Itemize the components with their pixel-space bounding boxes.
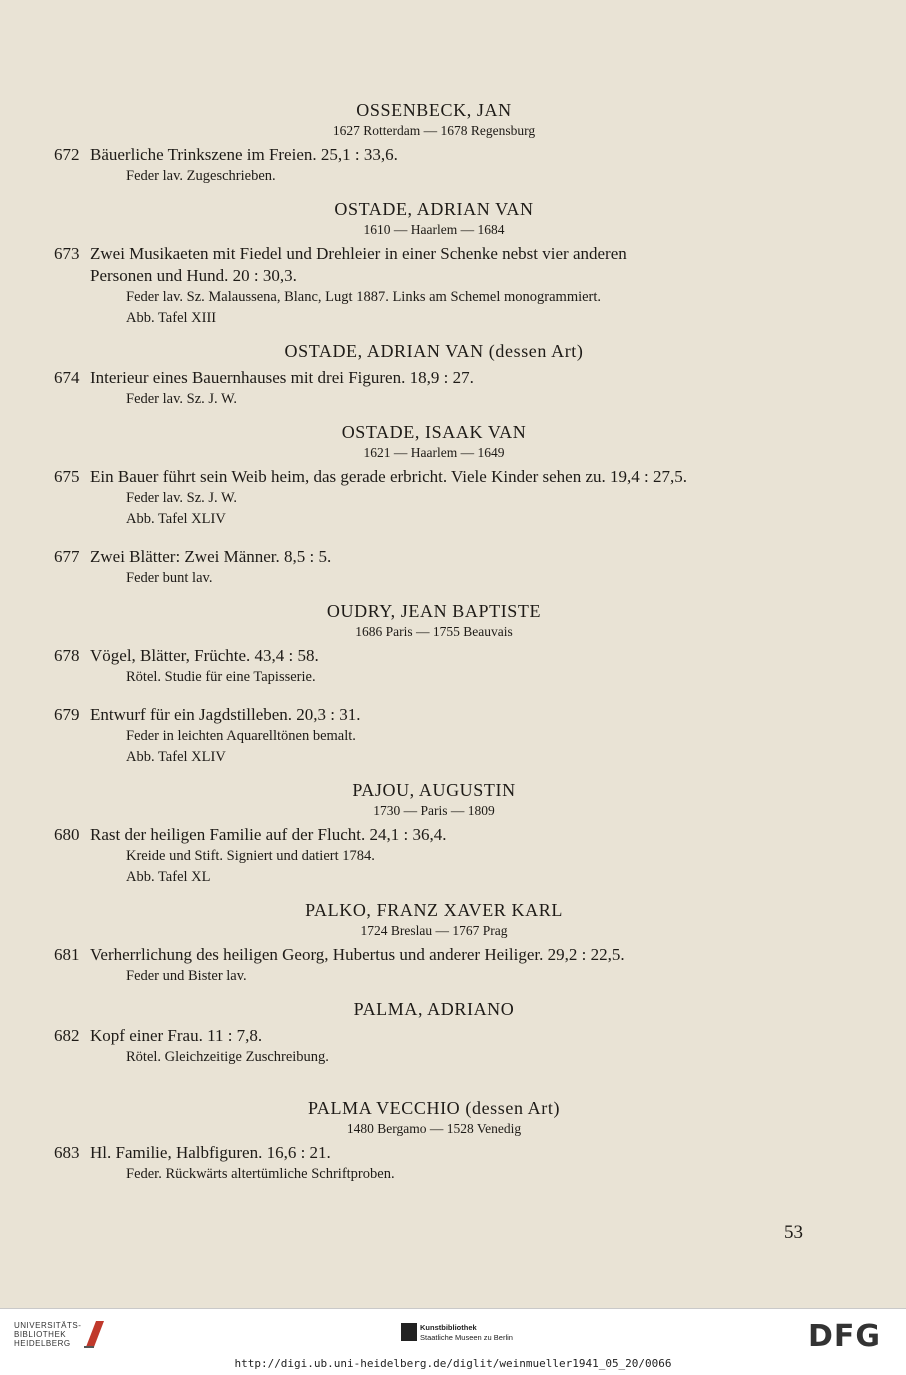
entry-title: Rast der heiligen Familie auf der Flucht. 24,1 : 36,4. bbox=[90, 825, 447, 844]
artist-name: PALKO, FRANZ XAVER KARL bbox=[305, 900, 563, 920]
heidelberg-library-logo[interactable] bbox=[14, 1321, 81, 1348]
artist-dates: 1686 Paris — 1755 Beauvais bbox=[355, 624, 513, 639]
entry-note: Abb. Tafel XLIV bbox=[126, 511, 226, 527]
catalog-listing bbox=[54, 98, 814, 1185]
page-number: 53 bbox=[784, 1222, 803, 1243]
entry-note: Rötel. Gleichzeitige Zuschreibung. bbox=[126, 1049, 329, 1065]
entry-line bbox=[54, 546, 814, 568]
entry-line bbox=[54, 144, 814, 166]
artist-section bbox=[54, 98, 814, 187]
artist-dates: 1730 — Paris — 1809 bbox=[373, 803, 495, 818]
catalog-entry bbox=[54, 243, 814, 329]
entry-note: Feder. Rückwärts altertümliche Schriftproben. bbox=[126, 1166, 395, 1182]
catalog-entry bbox=[54, 466, 814, 530]
entry-title: Ein Bauer führt sein Weib heim, das gerade erbricht. Viele Kinder sehen zu. 19,4 : 27,5. bbox=[90, 467, 688, 486]
artist-name: OSTADE, ISAAK VAN bbox=[341, 422, 527, 442]
entry-note: Abb. Tafel XLIV bbox=[126, 749, 226, 765]
artist-name: PAJOU, AUGUSTIN bbox=[352, 780, 516, 800]
entry-title: Hl. Familie, Halbfiguren. 16,6 : 21. bbox=[90, 1143, 331, 1162]
entry-note: Abb. Tafel XL bbox=[126, 869, 211, 885]
entry-number: 673 bbox=[54, 244, 80, 263]
artist-section bbox=[54, 599, 814, 768]
entry-title: Bäuerliche Trinkszene im Freien. 25,1 : 33,6. bbox=[90, 145, 398, 164]
artist-section bbox=[54, 778, 814, 888]
entry-line bbox=[54, 824, 814, 846]
artist-section bbox=[54, 1096, 814, 1185]
entry-note: Feder in leichten Aquarelltönen bemalt. bbox=[126, 728, 356, 744]
artist-name: OSTADE, ADRIAN VAN bbox=[334, 199, 534, 219]
artist-dates: 1610 — Haarlem — 1684 bbox=[363, 222, 505, 237]
entry-title: Kopf einer Frau. 11 : 7,8. bbox=[90, 1026, 263, 1045]
entry-line bbox=[54, 645, 814, 667]
entry-line bbox=[54, 704, 814, 726]
dfg-logo[interactable]: DFG bbox=[808, 1319, 882, 1354]
entry-title-continued: Personen und Hund. 20 : 30,3. bbox=[90, 266, 297, 285]
artist-name: PALMA, ADRIANO bbox=[353, 999, 515, 1019]
entry-title: Interieur eines Bauernhauses mit drei Figuren. 18,9 : 27. bbox=[90, 368, 474, 387]
catalog-entry bbox=[54, 704, 814, 768]
kunstbibliothek-logo-icon bbox=[401, 1323, 417, 1341]
entry-title: Vögel, Blätter, Früchte. 43,4 : 58. bbox=[90, 646, 319, 665]
kb-line: Staatliche Museen zu Berlin bbox=[420, 1333, 513, 1342]
artist-section bbox=[54, 339, 814, 410]
catalog-entry bbox=[54, 645, 814, 688]
entry-title: Entwurf für ein Jagdstilleben. 20,3 : 31. bbox=[90, 705, 361, 724]
artist-name: OSTADE, ADRIAN VAN (dessen Art) bbox=[284, 341, 584, 361]
entry-note: Rötel. Studie für eine Tapisserie. bbox=[126, 669, 316, 685]
entry-note: Feder lav. Sz. J. W. bbox=[126, 490, 238, 506]
artist-section bbox=[54, 997, 814, 1068]
entry-line bbox=[54, 367, 814, 389]
entry-note: Feder und Bister lav. bbox=[126, 968, 247, 984]
entry-number: 682 bbox=[54, 1026, 80, 1045]
catalog-entry bbox=[54, 824, 814, 888]
entry-number: 681 bbox=[54, 945, 80, 964]
entry-number: 674 bbox=[54, 368, 80, 387]
entry-number: 679 bbox=[54, 705, 80, 724]
catalog-entry bbox=[54, 144, 814, 187]
source-url[interactable]: http://digi.ub.uni-heidelberg.de/diglit/weinmueller1941_05_20/0066 bbox=[234, 1357, 672, 1370]
entry-title: Zwei Blätter: Zwei Männer. 8,5 : 5. bbox=[90, 547, 332, 566]
entry-line bbox=[54, 1142, 814, 1164]
logo-line: BIBLIOTHEK bbox=[14, 1330, 67, 1339]
logo-line: HEIDELBERG bbox=[14, 1339, 71, 1348]
artist-dates: 1724 Breslau — 1767 Prag bbox=[360, 923, 508, 938]
artist-dates: 1621 — Haarlem — 1649 bbox=[363, 445, 505, 460]
entry-line bbox=[54, 944, 814, 966]
artist-name: OUDRY, JEAN BAPTISTE bbox=[326, 601, 542, 621]
catalog-entry bbox=[54, 1142, 814, 1185]
entry-note: Abb. Tafel XIII bbox=[126, 310, 217, 326]
entry-line bbox=[54, 1025, 814, 1047]
artist-section bbox=[54, 898, 814, 987]
catalog-entry bbox=[54, 1025, 814, 1068]
entry-line bbox=[54, 466, 814, 488]
entry-line bbox=[54, 243, 814, 265]
entry-note: Feder lav. Sz. J. W. bbox=[126, 391, 238, 407]
artist-name: OSSENBECK, JAN bbox=[356, 100, 512, 120]
entry-number: 678 bbox=[54, 646, 80, 665]
viewer-footer bbox=[0, 1308, 906, 1357]
artist-dates: 1480 Bergamo — 1528 Venedig bbox=[346, 1121, 522, 1136]
entry-number: 683 bbox=[54, 1143, 80, 1162]
entry-title: Zwei Musikaeten mit Fiedel und Drehleier in einer Schenke nebst vier anderen bbox=[90, 244, 627, 263]
catalog-entry bbox=[54, 367, 814, 410]
entry-note: Kreide und Stift. Signiert und datiert 1784. bbox=[126, 848, 375, 864]
entry-note: Feder bunt lav. bbox=[126, 570, 213, 586]
entry-number: 680 bbox=[54, 825, 80, 844]
catalog-entry bbox=[54, 944, 814, 987]
entry-number: 675 bbox=[54, 467, 80, 486]
artist-section bbox=[54, 420, 814, 589]
logo-line: UNIVERSITÄTS- bbox=[14, 1321, 82, 1330]
entry-title: Verherrlichung des heiligen Georg, Hubertus und anderer Heiliger. 29,2 : 22,5. bbox=[90, 945, 625, 964]
kb-line: Kunstbibliothek bbox=[420, 1323, 477, 1332]
entry-number: 677 bbox=[54, 547, 80, 566]
entry-note: Feder lav. Zugeschrieben. bbox=[126, 168, 276, 184]
heidelberg-mark-icon bbox=[82, 1317, 108, 1351]
entry-note: Feder lav. Sz. Malaussena, Blanc, Lugt 1887. Links am Schemel monogrammiert. bbox=[126, 289, 602, 305]
artist-name: PALMA VECCHIO (dessen Art) bbox=[307, 1098, 561, 1118]
catalog-entry bbox=[54, 546, 814, 589]
artist-dates: 1627 Rotterdam — 1678 Regensburg bbox=[332, 123, 536, 138]
entry-number: 672 bbox=[54, 145, 80, 164]
artist-section bbox=[54, 197, 814, 329]
